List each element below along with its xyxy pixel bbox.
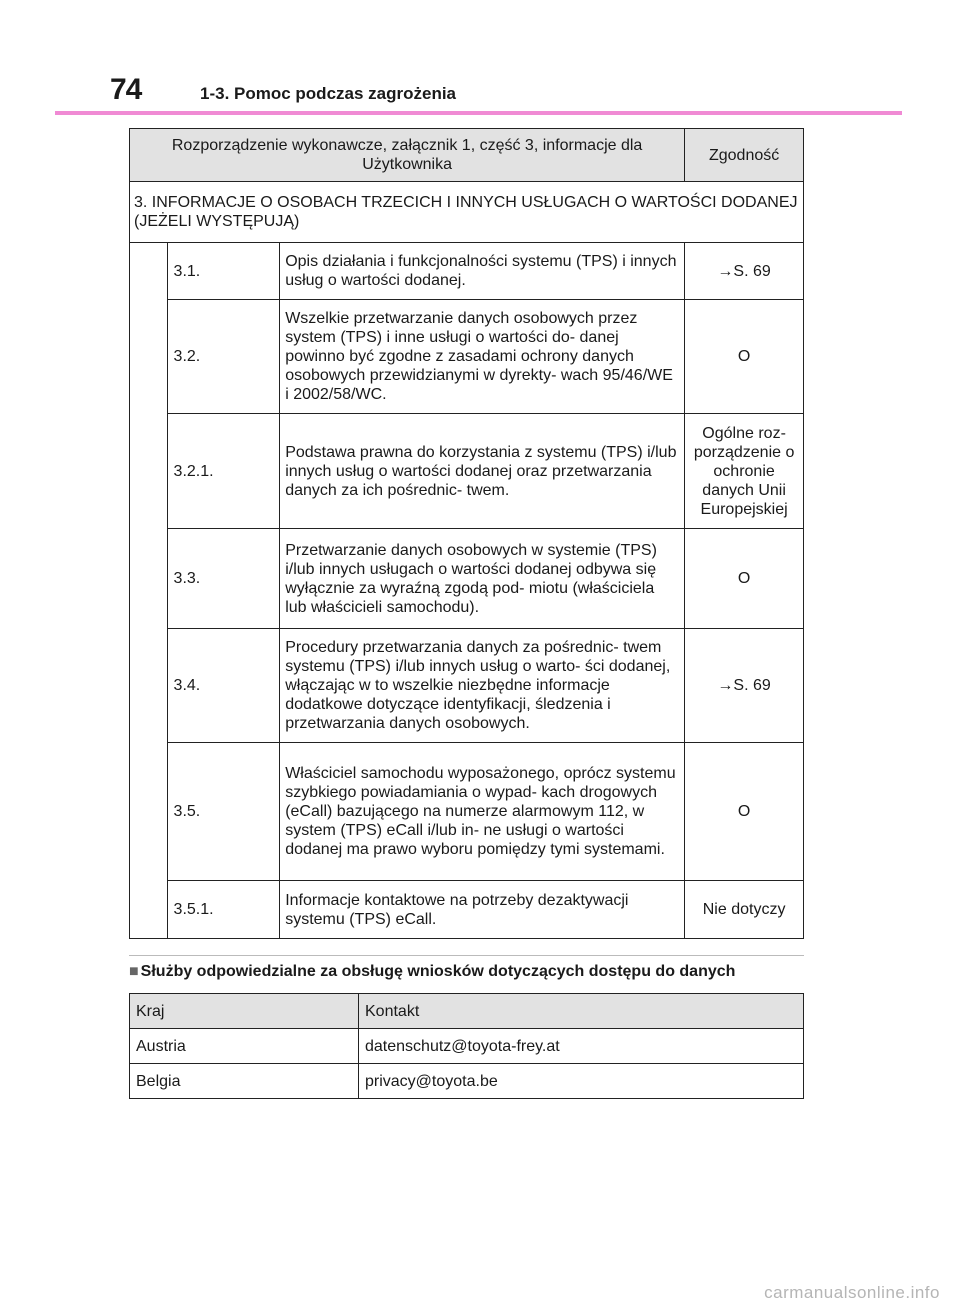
row-compliance: →S. 69 [685, 629, 804, 743]
contact-country: Austria [130, 1029, 359, 1064]
table-row [130, 1064, 804, 1099]
contact-country: Belgia [130, 1064, 359, 1099]
contact-table [129, 993, 804, 1099]
header-rule [55, 111, 902, 115]
section-heading-row [130, 182, 804, 243]
row-description: Przetwarzanie danych osobowych w systemie (TPS) i/lub innych usługach o wartości dodanej odbywa się wyłącznie za wyraźną zgodą pod- miotu (właściciela lub właścicieli samochodu). [280, 529, 685, 629]
row-compliance: →S. 69 [685, 243, 804, 300]
col-header-contact: Kontakt [359, 994, 804, 1029]
row-number: 3.5.1. [167, 881, 280, 939]
row-compliance: O [685, 300, 804, 414]
table-row [130, 881, 804, 939]
table-row [130, 629, 804, 743]
compliance-table [129, 128, 804, 939]
row-description: Wszelkie przetwarzanie danych osobowych przez system (TPS) i inne usługi o wartości do- danej powinno być zgodne z zasadami ochrony danych osobowych przewidzianymi w dyrekty- wach 95/46/WE i 2002/58/WC. [280, 300, 685, 414]
sub-section-heading [129, 962, 809, 982]
row-description: Informacje kontaktowe na potrzeby dezaktywacji systemu (TPS) eCall. [280, 881, 685, 939]
row-description: Procedury przetwarzania danych za pośrednic- twem systemu (TPS) i/lub innych usług o warto- ści dodanej, włączając w to wszelkie niezbędne informacje dodatkowe dotyczące identyfikacji, śledzenia i przetwarzania danych osobowych. [280, 629, 685, 743]
row-number: 3.2.1. [167, 414, 280, 529]
table-row [130, 529, 804, 629]
row-compliance: Nie dotyczy [685, 881, 804, 939]
col-header-regulation: Rozporządzenie wykonawcze, załącznik 1, część 3, informacje dla Użytkownika [130, 129, 685, 182]
row-number: 3.5. [167, 743, 280, 881]
watermark: carmanualsonline.info [764, 1283, 940, 1302]
row-number: 3.4. [167, 629, 280, 743]
row-compliance: O [685, 529, 804, 629]
square-bullet-icon: ■ [129, 963, 139, 980]
sub-section-title: Służby odpowiedzialne za obsługę wniosków dotyczących dostępu do danych [140, 963, 736, 980]
page-header [0, 0, 960, 120]
page-number: 74 [110, 73, 142, 106]
row-number: 3.1. [167, 243, 280, 300]
indent-cell [130, 243, 168, 939]
section-title: 1-3. Pomoc podczas zagrożenia [200, 84, 457, 103]
row-description: Opis działania i funkcjonalności systemu (TPS) i innych usług o wartości dodanej. [280, 243, 685, 300]
table-row [130, 743, 804, 881]
row-number: 3.3. [167, 529, 280, 629]
row-number: 3.2. [167, 300, 280, 414]
table-row [130, 243, 804, 300]
contact-email: datenschutz@toyota-frey.at [359, 1029, 804, 1064]
table-row [130, 300, 804, 414]
table-header-row [130, 129, 804, 182]
section-heading: 3. INFORMACJE O OSOBACH TRZECICH I INNYCH USŁUGACH O WARTOŚCI DODANEJ (JEŻELI WYSTĘPUJĄ) [130, 182, 804, 243]
table-row [130, 1029, 804, 1064]
col-header-compliance: Zgodność [685, 129, 804, 182]
row-compliance: Ogólne roz- porządzenie o ochronie danych Unii Europejskiej [685, 414, 804, 529]
row-description: Podstawa prawna do korzystania z systemu (TPS) i/lub innych usług o wartości dodanej oraz przetwarzania danych za ich pośrednic- twem. [280, 414, 685, 529]
sub-section-rule [129, 955, 804, 956]
contact-header-row [130, 994, 804, 1029]
table-row [130, 414, 804, 529]
col-header-country: Kraj [130, 994, 359, 1029]
row-compliance: O [685, 743, 804, 881]
contact-email: privacy@toyota.be [359, 1064, 804, 1099]
row-description: Właściciel samochodu wyposażonego, oprócz systemu szybkiego powiadamiania o wypad- kach drogowych (eCall) bazującego na numerze alarmowym 112, w system (TPS) eCall i/lub in- ne usługi o wartości dodanej ma prawo wyboru pomiędzy tymi systemami. [280, 743, 685, 881]
